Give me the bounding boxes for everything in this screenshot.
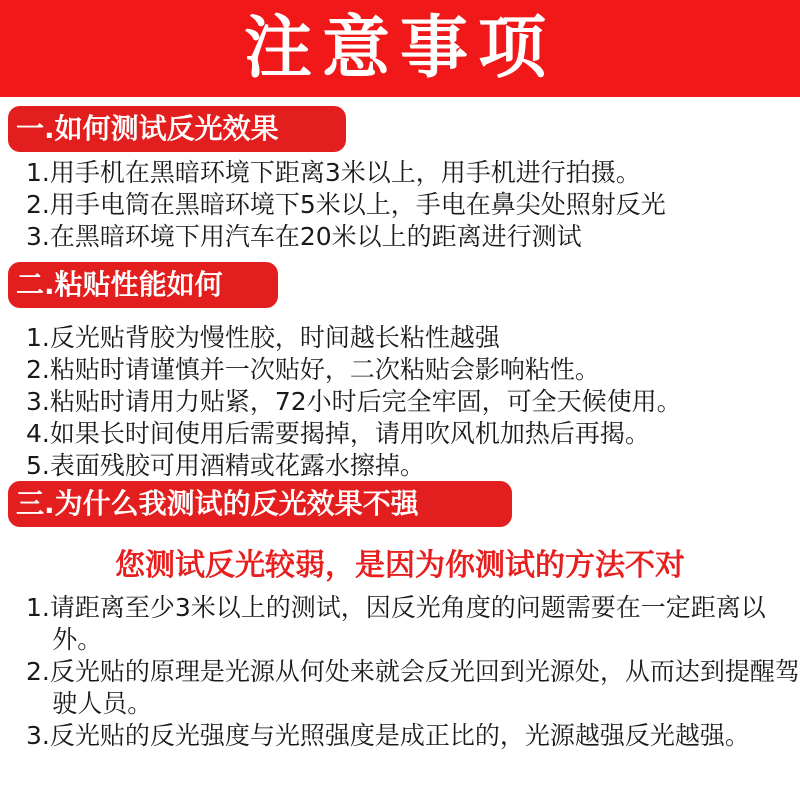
list-item: 1.用手机在黑暗环境下距离3米以上，用手机进行拍摄。 [26,158,641,187]
list-item: 3.反光贴的反光强度与光照强度是成正比的，光源越强反光越强。 [26,721,750,750]
highlight-statement: 您测试反光较弱，是因为你测试的方法不对 [115,548,685,583]
section-3-list [26,592,800,752]
section-1-list [26,157,666,253]
section-heading-1: 一.如何测试反光效果 [8,106,346,152]
list-item: 2.用手电筒在黑暗环境下5米以上，手电在鼻尖处照射反光 [26,190,666,219]
list-item: 2.粘贴时请谨慎并一次贴好，二次粘贴会影响粘性。 [26,355,600,384]
section-2-list [26,322,682,482]
page-title: 注意事项 [243,8,556,88]
section-heading-2: 二.粘贴性能如何 [8,262,278,308]
list-item: 4.如果长时间使用后需要揭掉，请用吹风机加热后再揭。 [26,419,650,448]
header-banner [0,0,800,97]
list-item: 3.在黑暗环境下用汽车在20米以上的距离进行测试 [26,222,582,251]
list-item: 1.请距离至少3米以上的测试，因反光角度的问题需要在一定距离以外。 [26,593,766,654]
list-item: 5.表面残胶可用酒精或花露水擦掉。 [26,451,425,480]
list-item: 3.粘贴时请用力贴紧，72小时后完全牢固，可全天候使用。 [26,387,682,416]
section-heading-3: 三.为什么我测试的反光效果不强 [8,481,512,527]
list-item: 2.反光贴的原理是光源从何处来就会反光回到光源处，从而达到提醒驾驶人员。 [26,657,800,718]
list-item: 1.反光贴背胶为慢性胶，时间越长粘性越强 [26,323,500,352]
